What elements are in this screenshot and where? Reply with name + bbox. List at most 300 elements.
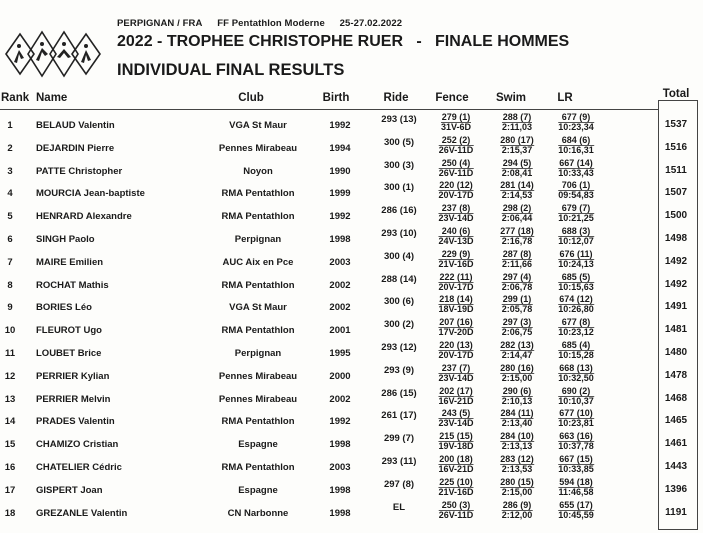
swim-time: 2:14,53 (501, 190, 533, 201)
table-row (0, 136, 703, 159)
swim-time: 2:12,00 (501, 509, 533, 520)
swim-time: 2:13,40 (501, 418, 533, 429)
lr-time: 10:23,81 (558, 418, 594, 429)
ride-cell: 261 (17) (381, 410, 417, 422)
lr-points: 677 (8) (561, 317, 591, 328)
name-cell: DEJARDIN Pierre (36, 142, 115, 154)
swim-points: 294 (5) (502, 157, 532, 168)
table-row (0, 295, 703, 318)
fence-points: 220 (13) (439, 339, 473, 350)
fence-points: 202 (17) (439, 385, 473, 396)
lr-cell (558, 159, 594, 178)
total-cell: 1498 (664, 232, 688, 244)
fence-record: 26V-11D (438, 144, 474, 155)
ride-cell: 299 (7) (383, 433, 415, 445)
name-cell: LOUBET Brice (36, 347, 102, 359)
birth-cell: 2000 (329, 370, 351, 382)
swim-cell (500, 455, 534, 474)
fence-record: 21V-16D (438, 258, 474, 269)
birth-cell: 1998 (329, 507, 351, 519)
fence-cell (439, 159, 474, 178)
lr-time: 10:21,25 (558, 213, 594, 224)
event-dates: 25-27.02.2022 (339, 18, 403, 29)
lr-points: 677 (9) (561, 112, 591, 122)
event-location: PERPIGNAN / FRA (117, 18, 203, 29)
birth-cell: 1999 (329, 188, 351, 200)
lr-time: 10:32,50 (558, 372, 594, 383)
lr-cell (558, 409, 594, 428)
fence-points: 250 (3) (441, 499, 471, 510)
club-cell: Pennes Mirabeau (218, 142, 298, 154)
lr-time: 10:37,78 (558, 441, 594, 452)
total-cell: 1443 (664, 460, 688, 472)
fence-cell (438, 364, 473, 383)
swim-points: 281 (14) (500, 180, 534, 191)
fence-points: 250 (4) (441, 157, 471, 168)
lr-cell (558, 364, 594, 383)
ride-cell: 293 (10) (381, 227, 417, 239)
swim-cell (500, 409, 533, 428)
table-row (0, 250, 703, 273)
total-cell: 1191 (665, 506, 687, 518)
lr-cell (558, 273, 594, 292)
swim-time: 2:11,03 (501, 122, 533, 132)
swim-time: 2:15,00 (501, 372, 533, 383)
name-cell: PRADES Valentin (36, 416, 115, 428)
birth-cell: 1994 (329, 142, 351, 154)
lr-cell (558, 227, 594, 246)
lr-points: 667 (15) (559, 453, 593, 464)
col-birth: Birth (322, 92, 350, 104)
total-cell: 1468 (664, 392, 688, 404)
birth-cell: 2002 (329, 302, 351, 314)
fence-cell (438, 455, 473, 474)
ride-cell: 300 (2) (383, 319, 415, 331)
ride-cell: EL (392, 501, 406, 513)
swim-points: 282 (13) (500, 339, 534, 350)
birth-cell: 1992 (329, 120, 351, 131)
fence-record: 21V-16D (438, 486, 474, 497)
ride-cell: 286 (16) (381, 205, 417, 217)
swim-points: 277 (18) (500, 225, 534, 236)
club-cell: RMA Pentathlon (221, 188, 295, 200)
lr-points: 667 (14) (559, 157, 593, 168)
name-cell: PERRIER Kylian (36, 370, 110, 382)
swim-time: 2:06,78 (501, 281, 533, 292)
rank-cell: 15 (4, 439, 16, 451)
swim-time: 2:11,66 (501, 258, 533, 269)
ride-cell: 300 (5) (383, 136, 415, 148)
lr-time: 10:15,28 (558, 349, 594, 360)
name-cell: GREZANLE Valentin (36, 507, 128, 519)
lr-points: 679 (7) (561, 203, 591, 214)
swim-time: 2:06,75 (501, 327, 533, 338)
fence-record: 16V-21D (438, 395, 474, 406)
total-cell: 1492 (664, 255, 688, 267)
swim-cell (502, 113, 532, 132)
table-row (0, 159, 703, 182)
name-cell: SINGH Paolo (36, 233, 95, 245)
ride-cell: 297 (8) (383, 478, 415, 490)
lr-points: 685 (4) (561, 339, 591, 350)
club-cell: RMA Pentathlon (221, 325, 295, 337)
event-federation: FF Pentathlon Moderne (217, 18, 325, 29)
lr-time: 10:23,34 (558, 122, 594, 132)
birth-cell: 1998 (329, 439, 351, 451)
fence-cell (438, 204, 473, 223)
total-cell: 1511 (665, 164, 687, 176)
rank-cell: 17 (4, 484, 16, 496)
rank-cell: 10 (4, 325, 16, 337)
fence-points: 220 (12) (439, 180, 473, 191)
fence-cell (438, 387, 473, 406)
lr-cell (558, 318, 594, 337)
fence-record: 24V-13D (438, 235, 474, 246)
total-cell: 1500 (664, 210, 688, 222)
fence-points: 279 (1) (441, 112, 471, 122)
name-cell: ROCHAT Mathis (36, 279, 109, 291)
swim-points: 280 (16) (500, 362, 534, 373)
club-cell: VGA St Maur (229, 120, 287, 131)
swim-points: 297 (3) (502, 317, 532, 328)
lr-cell (558, 250, 594, 269)
lr-points: 655 (17) (559, 499, 593, 510)
lr-time: 10:15,63 (558, 281, 594, 292)
name-cell: CHATELIER Cédric (36, 461, 122, 473)
fence-points: 240 (6) (441, 225, 471, 236)
lr-time: 11:46,58 (558, 486, 594, 497)
club-cell: RMA Pentathlon (221, 211, 295, 223)
col-name: Name (36, 92, 68, 104)
fence-record: 31V-6D (440, 122, 472, 132)
swim-time: 2:13,53 (501, 463, 533, 474)
birth-cell: 1998 (329, 484, 351, 496)
swim-time: 2:16,78 (501, 235, 533, 246)
birth-cell: 1992 (329, 211, 351, 223)
name-cell: PERRIER Melvin (36, 393, 111, 405)
swim-cell (502, 204, 533, 223)
table-row (0, 455, 703, 478)
lr-cell (558, 432, 594, 451)
lr-points: 676 (11) (559, 248, 593, 259)
rank-cell: 3 (7, 165, 13, 177)
club-cell: Perpignan (234, 347, 282, 359)
swim-points: 284 (11) (500, 408, 534, 419)
club-cell: RMA Pentathlon (221, 416, 295, 428)
lr-time: 09:54,83 (558, 190, 594, 201)
page-subtitle: INDIVIDUAL FINAL RESULTS (117, 61, 345, 79)
table-row (0, 501, 703, 524)
rank-cell: 12 (4, 370, 16, 382)
swim-cell (502, 273, 533, 292)
lr-cell (558, 136, 594, 155)
lr-points: 684 (6) (561, 134, 591, 145)
lr-points: 677 (10) (559, 408, 593, 419)
club-cell: CN Narbonne (227, 507, 289, 519)
rank-cell: 16 (4, 461, 16, 473)
name-cell: MOURCIA Jean-baptiste (36, 188, 145, 200)
name-cell: HENRARD Alexandre (36, 211, 132, 223)
swim-cell (500, 432, 534, 451)
table-row (0, 478, 703, 501)
name-cell: BELAUD Valentin (36, 120, 115, 131)
club-cell: VGA St Maur (229, 302, 287, 314)
birth-cell: 2002 (329, 279, 351, 291)
name-cell: MAIRE Emilien (36, 256, 104, 268)
swim-time: 2:13,13 (501, 441, 533, 452)
fence-points: 225 (10) (439, 476, 473, 487)
swim-points: 290 (6) (502, 385, 532, 396)
swim-cell (502, 250, 532, 269)
ride-cell: 300 (4) (383, 250, 415, 262)
lr-points: 674 (12) (559, 294, 593, 305)
fence-points: 237 (7) (441, 362, 471, 373)
fence-record: 16V-21D (438, 463, 474, 474)
lr-points: 706 (1) (561, 180, 591, 191)
table-row (0, 273, 703, 296)
swim-points: 287 (8) (502, 248, 532, 259)
lr-points: 594 (18) (559, 476, 593, 487)
lr-time: 10:23,12 (558, 327, 594, 338)
fence-cell (438, 273, 473, 292)
ride-cell: 300 (1) (383, 182, 415, 194)
fence-points: 237 (8) (441, 203, 471, 214)
name-cell: CHAMIZO Cristian (36, 439, 119, 451)
lr-cell (558, 387, 594, 406)
col-swim: Swim (495, 92, 527, 104)
club-cell: Pennes Mirabeau (218, 393, 298, 405)
swim-time: 2:06,44 (501, 213, 533, 224)
total-cell: 1507 (664, 187, 688, 199)
lr-time: 10:26,80 (558, 304, 594, 315)
event-meta (117, 18, 414, 29)
birth-cell: 2002 (329, 393, 351, 405)
fence-points: 252 (2) (441, 134, 471, 145)
name-cell: GISPERT Joan (36, 484, 103, 496)
fence-points: 200 (18) (439, 453, 473, 464)
fence-cell (438, 409, 473, 428)
lr-cell (558, 181, 594, 200)
birth-cell: 2001 (329, 325, 351, 337)
lr-points: 663 (16) (559, 431, 593, 442)
fence-record: 26V-11D (438, 509, 474, 520)
rank-cell: 9 (7, 302, 13, 314)
club-cell: AUC Aix en Pce (222, 256, 294, 268)
club-cell: Perpignan (234, 233, 282, 245)
rank-cell: 2 (7, 142, 13, 154)
ride-cell: 300 (6) (383, 296, 415, 308)
swim-points: 280 (17) (500, 134, 534, 145)
total-cell: 1516 (664, 141, 688, 153)
club-cell: Noyon (243, 165, 273, 177)
name-cell: PATTE Christopher (36, 165, 123, 177)
fence-cell (438, 432, 473, 451)
fence-record: 18V-19D (438, 304, 474, 315)
swim-time: 2:10,13 (501, 395, 533, 406)
lr-cell (558, 204, 594, 223)
total-cell: 1481 (664, 324, 688, 336)
rank-cell: 13 (4, 393, 16, 405)
table-row (0, 432, 703, 455)
club-cell: RMA Pentathlon (221, 279, 295, 291)
swim-time: 2:15,37 (501, 144, 533, 155)
birth-cell: 1998 (329, 233, 351, 245)
birth-cell: 2003 (329, 256, 351, 268)
swim-time: 2:14,47 (501, 349, 533, 360)
fence-cell (438, 318, 473, 337)
ride-cell: 293 (9) (383, 364, 415, 376)
fence-record: 23V-14D (438, 372, 474, 383)
lr-time: 10:16,31 (558, 144, 594, 155)
fence-points: 215 (15) (439, 431, 473, 442)
lr-time: 10:33,43 (558, 167, 594, 178)
fence-cell (441, 113, 471, 132)
ride-cell: 293 (12) (381, 341, 417, 353)
club-cell: Espagne (238, 484, 278, 496)
rank-cell: 1 (7, 120, 13, 131)
total-cell: 1492 (664, 278, 688, 290)
lr-time: 10:45,59 (558, 509, 594, 520)
rank-cell: 14 (4, 416, 16, 428)
fence-cell (438, 227, 473, 246)
header-rule (0, 109, 658, 110)
table-row (0, 227, 703, 250)
swim-points: 286 (9) (502, 499, 532, 510)
swim-points: 288 (7) (502, 112, 532, 122)
swim-cell (502, 295, 533, 314)
lr-points: 690 (2) (561, 385, 591, 396)
rank-cell: 8 (7, 279, 13, 291)
total-cell: 1465 (664, 415, 688, 427)
rank-cell: 4 (7, 188, 13, 200)
table-row (0, 341, 703, 364)
lr-points: 685 (5) (561, 271, 591, 282)
ride-cell: 293 (11) (381, 455, 417, 467)
fence-points: 218 (14) (439, 294, 473, 305)
birth-cell: 1995 (329, 347, 351, 359)
rank-cell: 6 (7, 233, 13, 245)
lr-cell (558, 501, 594, 520)
col-rank: Rank (1, 92, 30, 104)
swim-cell (500, 136, 534, 155)
results-table (0, 113, 703, 523)
col-fence: Fence (435, 92, 469, 104)
fence-record: 20V-17D (438, 349, 474, 360)
lr-cell (558, 295, 594, 314)
col-lr: LR (557, 92, 573, 104)
swim-points: 297 (4) (502, 271, 532, 282)
table-row (0, 409, 703, 432)
lr-points: 668 (13) (559, 362, 593, 373)
table-row (0, 318, 703, 341)
birth-cell: 2003 (329, 461, 351, 473)
table-row (0, 387, 703, 410)
fence-cell (438, 250, 473, 269)
swim-cell (500, 227, 534, 246)
name-cell: FLEUROT Ugo (36, 325, 102, 337)
rank-cell: 18 (4, 507, 16, 519)
swim-cell (502, 387, 533, 406)
swim-cell (500, 181, 534, 200)
rank-cell: 5 (7, 211, 13, 223)
fence-cell (438, 341, 473, 360)
lr-cell (558, 455, 594, 474)
name-cell: BORIES Léo (36, 302, 92, 314)
total-cell: 1537 (664, 119, 688, 130)
rank-cell: 11 (4, 347, 16, 359)
swim-time: 2:08,41 (501, 167, 533, 178)
lr-time: 10:12,07 (558, 235, 594, 246)
fence-cell (438, 181, 473, 200)
pentathlon-logo (2, 24, 104, 80)
birth-cell: 1990 (329, 165, 351, 177)
fence-cell (439, 501, 474, 520)
swim-time: 2:05,78 (501, 304, 533, 315)
fence-record: 19V-18D (438, 441, 474, 452)
ride-cell: 300 (3) (383, 159, 415, 171)
table-row (0, 181, 703, 204)
ride-cell: 288 (14) (381, 273, 417, 285)
club-cell: RMA Pentathlon (221, 461, 295, 473)
total-cell: 1491 (664, 301, 688, 313)
col-ride: Ride (383, 92, 409, 104)
rank-cell: 7 (7, 256, 13, 268)
lr-time: 10:33,85 (558, 463, 594, 474)
fence-record: 20V-17D (438, 281, 474, 292)
fence-record: 23V-14D (438, 418, 474, 429)
club-cell: Espagne (238, 439, 278, 451)
swim-points: 298 (2) (502, 203, 532, 214)
swim-points: 283 (12) (500, 453, 534, 464)
swim-cell (502, 318, 533, 337)
fence-cell (438, 295, 473, 314)
lr-cell (558, 478, 593, 497)
fence-record: 26V-11D (438, 167, 474, 178)
birth-cell: 1992 (329, 416, 351, 428)
lr-cell (558, 113, 594, 132)
swim-cell (502, 159, 533, 178)
table-row (0, 364, 703, 387)
club-cell: Pennes Mirabeau (218, 370, 298, 382)
total-cell: 1461 (664, 438, 688, 450)
fence-cell (438, 478, 473, 497)
lr-cell (558, 341, 594, 360)
fence-points: 207 (16) (439, 317, 473, 328)
swim-points: 284 (10) (500, 431, 534, 442)
fence-points: 222 (11) (439, 271, 473, 282)
lr-time: 10:10,37 (558, 395, 594, 406)
swim-points: 299 (1) (502, 294, 532, 305)
swim-cell (500, 364, 534, 383)
col-club: Club (238, 92, 264, 104)
fence-points: 243 (5) (441, 408, 471, 419)
fence-record: 20V-17D (438, 190, 474, 201)
total-cell: 1396 (664, 483, 688, 495)
fence-record: 17V-20D (438, 327, 474, 338)
page-title: 2022 - TROPHEE CHRISTOPHE RUER - FINALE HOMMES (117, 33, 570, 50)
fence-cell (439, 136, 474, 155)
swim-cell (502, 501, 533, 520)
fence-record: 23V-14D (438, 213, 474, 224)
fence-points: 229 (9) (441, 248, 471, 259)
swim-time: 2:15,00 (501, 486, 533, 497)
total-cell: 1478 (664, 369, 688, 381)
lr-points: 688 (3) (561, 225, 591, 236)
swim-points: 280 (15) (500, 476, 534, 487)
ride-cell: 286 (15) (381, 387, 417, 399)
total-cell: 1480 (664, 346, 688, 358)
swim-cell (500, 478, 534, 497)
